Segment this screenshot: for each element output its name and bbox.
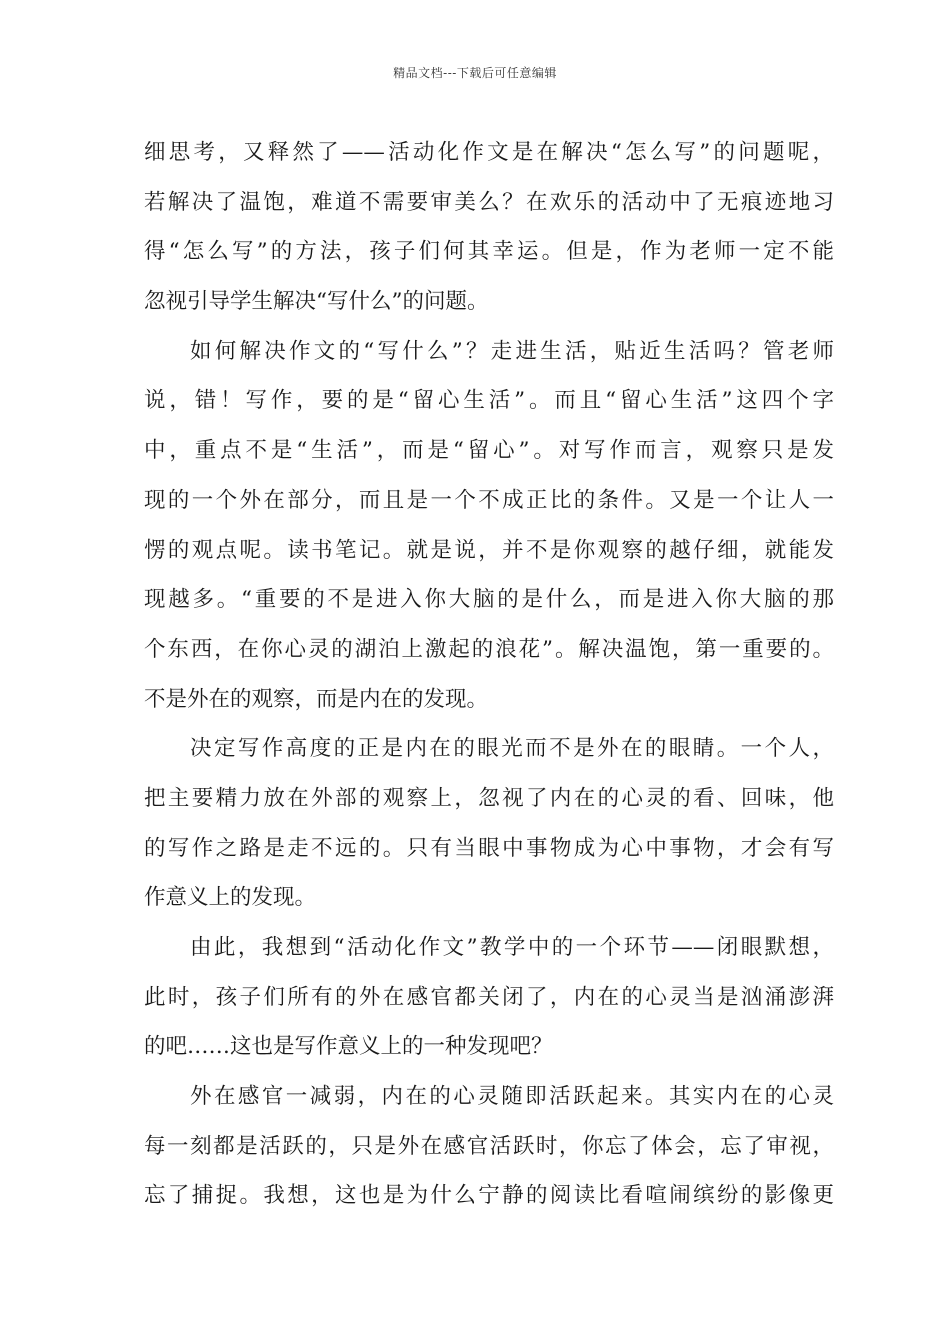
page-header: 精品文档---下载后可任意编辑 bbox=[393, 66, 557, 80]
text-line: 外在感官一减弱，内在的心灵随即活跃起来。其实内在的心灵 bbox=[190, 1084, 834, 1110]
text-line: 中，重点不是“生活”，而是“留心”。对写作而言，观察只是发 bbox=[144, 438, 834, 464]
text-line: 每一刻都是活跃的，只是外在感官活跃时，你忘了体会，忘了审视， bbox=[144, 1133, 834, 1159]
text-line: 说，错！写作，要的是“留心生活”。而且“留心生活”这四个字 bbox=[144, 388, 834, 414]
text-line: 愣的观点呢。读书笔记。就是说，并不是你观察的越仔细，就能发 bbox=[144, 537, 834, 563]
text-line: 若解决了温饱，难道不需要审美么？在欢乐的活动中了无痕迹地习 bbox=[144, 189, 834, 215]
body-text bbox=[144, 128, 834, 1221]
text-line: 现越多。“重要的不是进入你大脑的是什么，而是进入你大脑的那 bbox=[144, 587, 834, 613]
text-line: 由此，我想到“活动化作文”教学中的一个环节——闭眼默想， bbox=[190, 935, 834, 960]
text-line: 的吧……这也是写作意义上的一种发现吧？ bbox=[144, 1034, 553, 1060]
text-line: 细思考，又释然了——活动化作文是在解决“怎么写”的问题呢， bbox=[144, 140, 834, 165]
text-line: 个东西，在你心灵的湖泊上激起的浪花”。解决温饱，第一重要的。 bbox=[144, 636, 834, 662]
text-line: 如何解决作文的“写什么”？走进生活，贴近生活吗？管老师 bbox=[190, 338, 834, 364]
text-line: 把主要精力放在外部的观察上，忽视了内在的心灵的看、回味，他 bbox=[144, 785, 834, 811]
text-line: 忽视引导学生解决“写什么”的问题。 bbox=[144, 289, 489, 315]
text-line: 现的一个外在部分，而且是一个不成正比的条件。又是一个让人一 bbox=[144, 487, 834, 513]
text-line: 此时，孩子们所有的外在感官都关闭了，内在的心灵当是汹涌澎湃 bbox=[144, 984, 834, 1010]
text-line: 不是外在的观察，而是内在的发现。 bbox=[144, 686, 489, 712]
text-line: 决定写作高度的正是内在的眼光而不是外在的眼睛。一个人， bbox=[190, 736, 834, 762]
text-line: 的写作之路是走不远的。只有当眼中事物成为心中事物，才会有写 bbox=[144, 835, 834, 861]
text-line: 作意义上的发现。 bbox=[144, 885, 317, 911]
text-line: 得“怎么写”的方法，孩子们何其幸运。但是，作为老师一定不能 bbox=[144, 239, 834, 265]
text-line: 忘了捕捉。我想，这也是为什么宁静的阅读比看喧闹缤纷的影像更 bbox=[144, 1183, 834, 1209]
